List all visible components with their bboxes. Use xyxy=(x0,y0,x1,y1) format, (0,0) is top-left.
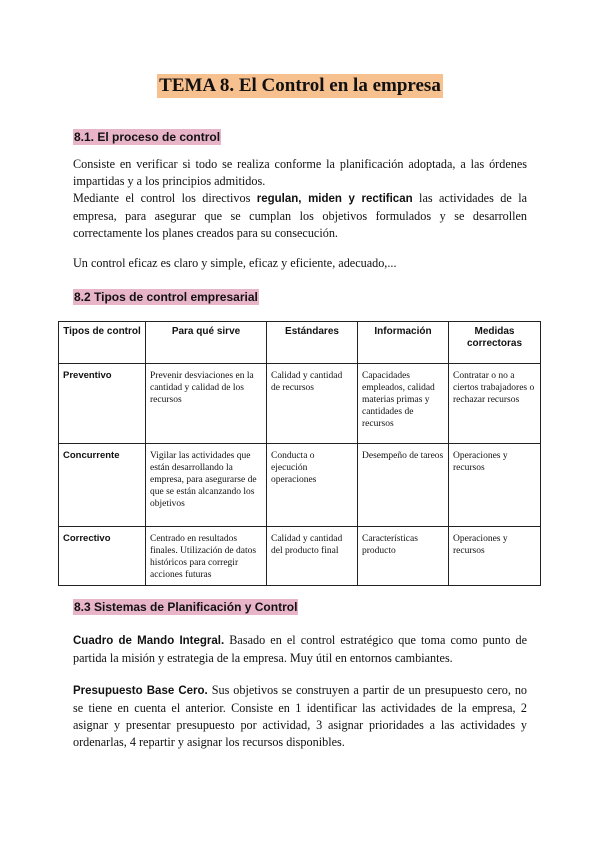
item-title: Cuadro de Mando Integral. xyxy=(73,635,225,647)
header-cell: Para qué sirve xyxy=(146,322,267,364)
row-measures: Contratar o no a ciertos trabajadores o rechazar recursos xyxy=(449,364,541,444)
row-measures: Operaciones y recursos xyxy=(449,527,541,586)
control-types-table xyxy=(58,321,541,586)
control-text-after: las actividades de la empresa, para asegurar que se cumplan los objetivos formulados y se desarrollen correctamente los planes creados para su consecución. xyxy=(73,191,527,240)
row-type: Concurrente xyxy=(59,444,146,527)
header-cell: Estándares xyxy=(267,322,358,364)
row-type: Correctivo xyxy=(59,527,146,586)
row-purpose: Prevenir desviaciones en la cantidad y calidad de los recursos xyxy=(146,364,267,444)
table-row xyxy=(59,364,541,444)
paragraph-effective-control: Un control eficaz es claro y simple, eficaz y eficiente, adecuado,... xyxy=(73,256,397,270)
row-type: Preventivo xyxy=(59,364,146,444)
row-info: Características producto xyxy=(358,527,449,586)
control-text-bold: regulan, miden y rectifican xyxy=(256,193,413,205)
table-row xyxy=(59,527,541,586)
item-title: Presupuesto Base Cero. xyxy=(73,685,208,697)
control-text-before: Mediante el control los directivos xyxy=(73,191,257,205)
row-info: Desempeño de tareos xyxy=(358,444,449,527)
row-measures: Operaciones y recursos xyxy=(449,444,541,527)
row-standards: Conducta o ejecución operaciones xyxy=(267,444,358,527)
paragraph-zero-based-budget xyxy=(73,682,527,751)
row-purpose: Centrado en resultados finales. Utilización de datos históricos para corregir acciones futuras xyxy=(146,527,267,586)
table-header-row xyxy=(59,322,541,364)
section-heading-1: 8.1. El proceso de control xyxy=(74,130,221,144)
row-standards: Calidad y cantidad de recursos xyxy=(267,364,358,444)
paragraph-definition xyxy=(73,156,527,242)
header-cell: Tipos de control xyxy=(59,322,146,364)
header-cell: Medidas correctoras xyxy=(449,322,541,364)
section-heading-2: 8.2 Tipos de control empresarial xyxy=(74,290,258,304)
header-cell: Información xyxy=(358,322,449,364)
section-heading-3: 8.3 Sistemas de Planificación y Control xyxy=(74,600,298,614)
definition-text: Consiste en verificar si todo se realiza conforme la planificación adoptada, a las órdenes impartidas y a los principios admitidos. xyxy=(73,157,527,188)
page-title: TEMA 8. El Control en la empresa xyxy=(159,75,441,96)
item-text: Basado en el control estratégico que toma como punto de partida la misión y estrategia de la empresa. Muy útil en entornos cambiantes. xyxy=(73,633,527,665)
row-standards: Calidad y cantidad del producto final xyxy=(267,527,358,586)
row-info: Capacidades empleados, calidad materias primas y cantidades de recursos xyxy=(358,364,449,444)
table-row xyxy=(59,444,541,527)
item-text: Sus objetivos se construyen a partir de un presupuesto cero, no se tiene en cuenta el anterior. Consiste en 1 identificar las actividades de la empresa, 2 asignar y presentar presupuesto por actividad, 3 asignar prioridades a las actividades y ordenarlas, 4 repartir y asignar los recursos disponibles. xyxy=(73,683,528,749)
row-purpose: Vigilar las actividades que están desarrollando la empresa, para asegurarse de que se están alcanzando los objetivos xyxy=(146,444,267,527)
title-wrapper xyxy=(0,74,600,98)
paragraph-balanced-scorecard xyxy=(73,632,527,667)
